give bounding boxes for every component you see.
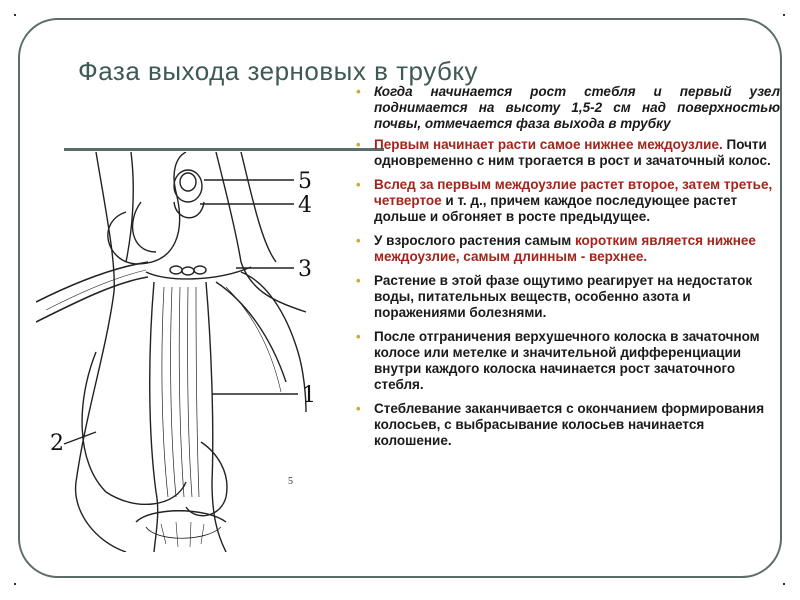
bullet-marker: • [356, 329, 361, 344]
bullet-text: После отграничения верхушечного колоска в зачаточном колосе или метелке и значительной дифференциации внутри каждого колоска начинается рост зачаточного стебля. [374, 329, 760, 392]
bullet-marker: • [356, 233, 361, 248]
bullet-text: Растение в этой фазе ощутимо реагирует на недостаток воды, питательных веществ, особенно азота и поражениями болезнями. [374, 273, 753, 320]
figure-label-3: 3 [298, 257, 312, 282]
bullet-marker: • [356, 273, 361, 288]
stem-diagram [36, 152, 336, 552]
bullet-text: Когда начинается рост стебля и первый узел поднимается на высоту 1,5-2 см над поверхностью почвы, отмечается фаза выхода в трубку [374, 84, 780, 131]
corner-dot [14, 583, 16, 585]
bullet-text: Первым начинает расти самое нижнее междоузлие. [374, 137, 723, 152]
bullet-text: . [447, 433, 452, 448]
bullet-item [356, 233, 780, 265]
bullet-list [356, 84, 780, 457]
slide-title: Фаза выхода зерновых в трубку [78, 56, 479, 86]
bullet-text: и т. д., причем каждое последующее растет дольше и обгоняет в росте предыдущее. [374, 193, 738, 224]
figure-label-4: 4 [298, 193, 312, 218]
bullet-marker: • [356, 177, 361, 192]
bullet-item [356, 273, 780, 321]
bullet-item [356, 401, 780, 449]
bullet-text: Почти одновременно с ним трогается в рост и зачаточный колос. [374, 137, 771, 168]
corner-dot [783, 583, 785, 585]
figure-label-2: 2 [50, 431, 64, 456]
bullet-text: Стеблевание заканчивается с окончанием формирования колосьев, с выбрасывание колосьев начинается колошение [374, 401, 765, 448]
corner-dot [783, 14, 785, 16]
figure-label-1: 1 [302, 383, 316, 408]
bullet-item [356, 329, 780, 393]
figure-label-5: 5 [298, 169, 312, 194]
title-divider [64, 148, 364, 151]
corner-dot [14, 14, 16, 16]
bullet-marker: • [356, 401, 361, 416]
bullet-item [356, 84, 780, 132]
bullet-marker: • [356, 137, 361, 152]
bullet-text: Вслед за первым междоузлие растет второе, затем третье, четвертое [374, 177, 773, 208]
bullet-marker: • [356, 84, 361, 99]
bullet-item [356, 137, 780, 169]
bullet-text: У взрослого растения самым [374, 233, 575, 248]
bullet-item [356, 177, 780, 225]
bullet-text: коротким является нижнее междоузлие, самым длинным - верхнее. [374, 233, 756, 264]
page-number: 5 [288, 476, 293, 487]
